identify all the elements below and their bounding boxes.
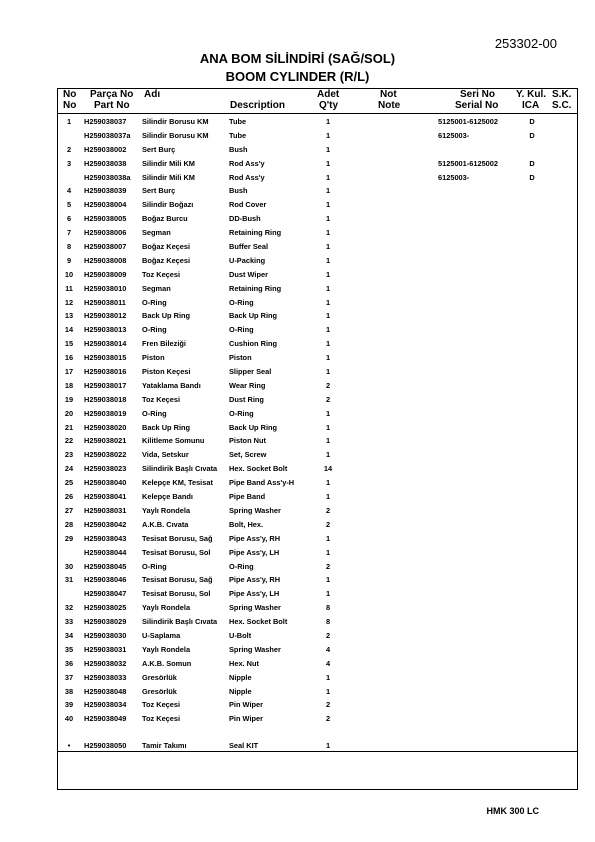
description: Piston Nut <box>229 436 266 446</box>
row-number: 14 <box>64 325 74 335</box>
row-number: 9 <box>66 255 72 265</box>
description: Spring Washer <box>229 603 281 613</box>
row-number: 1 <box>66 117 72 126</box>
part-number: H259038045 <box>84 561 127 571</box>
parts-table <box>57 88 578 790</box>
part-number: H259038043 <box>84 533 127 543</box>
table-row <box>58 338 577 352</box>
table-row <box>58 310 577 324</box>
quantity: 1 <box>325 686 331 696</box>
ica-code: D <box>529 158 535 168</box>
row-number: 24 <box>64 464 74 474</box>
row-number: 26 <box>64 492 74 502</box>
row-number: 19 <box>64 394 74 404</box>
description: Tube <box>229 117 247 126</box>
part-number: H259038009 <box>84 269 127 279</box>
part-number: H259038044 <box>84 547 127 557</box>
description: Rod Ass'y <box>229 158 265 168</box>
quantity: 1 <box>325 242 331 252</box>
part-number: H259038037 <box>84 117 127 126</box>
header-ica-en: ICA <box>522 100 540 111</box>
ica-code: D <box>529 130 535 140</box>
part-number: H259038025 <box>84 603 127 613</box>
name-turkish: O-Ring <box>142 561 167 571</box>
part-number: H259038037a <box>84 130 131 140</box>
quantity: 1 <box>325 353 331 363</box>
row-number: 16 <box>64 353 74 363</box>
name-turkish: Yaylı Rondela <box>142 644 191 654</box>
description: Pipe Ass'y, LH <box>229 547 280 557</box>
name-turkish: Piston <box>142 353 165 363</box>
row-number: 13 <box>64 311 74 321</box>
table-row <box>58 352 577 366</box>
part-number: H259038039 <box>84 186 127 196</box>
quantity: 1 <box>325 130 331 140</box>
name-turkish: Back Up Ring <box>142 311 191 321</box>
serial-range: 5125001-6125002 <box>438 158 499 168</box>
name-turkish: Silindir Mili KM <box>142 158 195 168</box>
part-number: H259038032 <box>84 658 127 668</box>
table-row <box>58 588 577 602</box>
name-turkish: Segman <box>142 283 171 293</box>
name-turkish: Yataklama Bandı <box>142 380 201 390</box>
description: Bolt, Hex. <box>229 519 264 529</box>
row-number: 22 <box>64 436 74 446</box>
quantity: 1 <box>325 297 331 307</box>
part-number: H259038038a <box>84 172 131 182</box>
quantity: 2 <box>325 714 331 724</box>
part-number: H259038022 <box>84 450 127 460</box>
serial-range: 5125001-6125002 <box>438 117 499 126</box>
quantity: 1 <box>325 436 331 446</box>
row-number: 4 <box>66 186 72 196</box>
name-turkish: Boğaz Keçesi <box>142 242 191 252</box>
description: Dust Ring <box>229 394 264 404</box>
row-number: 34 <box>64 630 74 640</box>
header-note: Not <box>380 89 397 100</box>
header-part: Parça No <box>90 89 134 100</box>
description: O-Ring <box>229 297 254 307</box>
quantity: 1 <box>325 408 331 418</box>
quantity: 1 <box>325 269 331 279</box>
table-row <box>58 491 577 505</box>
table-row <box>58 283 577 297</box>
row-number: 20 <box>64 408 74 418</box>
table-row <box>58 435 577 449</box>
header-description: Description <box>230 100 286 111</box>
name-turkish: Yaylı Rondela <box>142 603 191 613</box>
part-number: H259038018 <box>84 394 127 404</box>
part-number: H259038040 <box>84 478 127 488</box>
description: Pin Wiper <box>229 714 264 724</box>
quantity: 1 <box>325 492 331 502</box>
name-turkish: Toz Keçesi <box>142 394 181 404</box>
table-row <box>58 699 577 713</box>
part-number: H259038008 <box>84 255 127 265</box>
table-row <box>58 616 577 630</box>
description: Slipper Seal <box>229 367 272 377</box>
quantity: 1 <box>325 741 331 751</box>
quantity: 2 <box>325 505 331 515</box>
quantity: 8 <box>325 617 331 627</box>
description: Nipple <box>229 686 252 696</box>
table-row <box>58 713 577 727</box>
ica-code: D <box>529 117 535 126</box>
part-number: H259038048 <box>84 686 127 696</box>
table-row <box>58 658 577 672</box>
table-row <box>58 672 577 686</box>
table-row <box>58 213 577 227</box>
header-divider <box>58 113 577 114</box>
row-number: 33 <box>64 617 74 627</box>
description: O-Ring <box>229 408 254 418</box>
part-number: H259038031 <box>84 505 127 515</box>
table-header <box>58 89 577 113</box>
row-number: 32 <box>64 603 74 613</box>
description: Set, Screw <box>229 450 267 460</box>
quantity: 1 <box>325 186 331 196</box>
table-row <box>58 449 577 463</box>
description: Tube <box>229 130 247 140</box>
quantity: 1 <box>325 172 331 182</box>
name-turkish: Tesisat Borusu, Sol <box>142 547 211 557</box>
table-row <box>58 144 577 158</box>
ica-code: D <box>529 172 535 182</box>
header-serial: Seri No <box>460 89 496 100</box>
serial-range: 6125003- <box>438 172 470 182</box>
description: U-Bolt <box>229 630 252 640</box>
table-row <box>58 602 577 616</box>
description: DD-Bush <box>229 214 261 224</box>
name-turkish: O-Ring <box>142 297 167 307</box>
table-row <box>58 644 577 658</box>
description: O-Ring <box>229 325 254 335</box>
description: Rod Ass'y <box>229 172 265 182</box>
description: Spring Washer <box>229 644 281 654</box>
description: Back Up Ring <box>229 311 278 321</box>
part-number: H259038041 <box>84 492 127 502</box>
description: Piston <box>229 353 252 363</box>
quantity: 1 <box>325 325 331 335</box>
name-turkish: Sert Burç <box>142 186 176 196</box>
quantity: 1 <box>325 311 331 321</box>
description: Retaining Ring <box>229 283 282 293</box>
quantity: 2 <box>325 700 331 710</box>
table-row <box>58 630 577 644</box>
part-number: H259038014 <box>84 339 127 349</box>
description: Rod Cover <box>229 200 267 210</box>
part-number: H259038004 <box>84 200 127 210</box>
row-number: 5 <box>66 200 72 210</box>
name-turkish: Piston Keçesi <box>142 367 191 377</box>
row-number: • <box>67 741 71 751</box>
quantity: 1 <box>325 450 331 460</box>
description: Hex. Socket Bolt <box>229 617 288 627</box>
table-row <box>58 686 577 700</box>
header-serial-en: Serial No <box>455 100 499 111</box>
table-row <box>58 227 577 241</box>
header-sc-en: S.C. <box>552 100 572 111</box>
table-row <box>58 477 577 491</box>
header-no: No <box>63 89 77 100</box>
name-turkish: Silindir Mili KM <box>142 172 195 182</box>
name-turkish: Yaylı Rondela <box>142 505 191 515</box>
name-turkish: Toz Keçesi <box>142 714 181 724</box>
row-number: 3 <box>66 158 72 168</box>
quantity: 1 <box>325 367 331 377</box>
part-number: H259038030 <box>84 630 127 640</box>
header-note-en: Note <box>378 100 401 111</box>
document-code: 253302-00 <box>494 36 557 51</box>
part-number: H259038017 <box>84 380 127 390</box>
quantity: 1 <box>325 672 331 682</box>
table-row <box>58 463 577 477</box>
part-number: H259038016 <box>84 367 127 377</box>
quantity: 1 <box>325 214 331 224</box>
quantity: 2 <box>325 630 331 640</box>
table-row <box>58 255 577 269</box>
row-number: 38 <box>64 686 74 696</box>
table-row <box>58 130 577 144</box>
name-turkish: A.K.B. Somun <box>142 658 192 668</box>
row-number: 29 <box>64 533 74 543</box>
table-row <box>58 116 577 130</box>
quantity: 1 <box>325 283 331 293</box>
quantity: 2 <box>325 380 331 390</box>
quantity: 1 <box>325 228 331 238</box>
model-label: HMK 300 LC <box>486 806 539 816</box>
row-number: 23 <box>64 450 74 460</box>
part-number: H259038047 <box>84 589 127 599</box>
part-number: H259038038 <box>84 158 127 168</box>
description: Nipple <box>229 672 252 682</box>
description: U-Packing <box>229 255 266 265</box>
part-number: H259038012 <box>84 311 127 321</box>
table-row <box>58 533 577 547</box>
name-turkish: Fren Bileziği <box>142 339 186 349</box>
quantity: 1 <box>325 589 331 599</box>
description: Retaining Ring <box>229 228 282 238</box>
part-number: H259038042 <box>84 519 127 529</box>
table-row <box>58 422 577 436</box>
part-number: H259038029 <box>84 617 127 627</box>
row-number: 35 <box>64 644 74 654</box>
part-number: H259038011 <box>84 297 126 307</box>
row-number: 28 <box>64 519 74 529</box>
name-turkish: Silindir Borusu KM <box>142 130 209 140</box>
table-row <box>58 505 577 519</box>
table-row <box>58 172 577 186</box>
row-number: 21 <box>64 422 74 432</box>
name-turkish: Boğaz Burcu <box>142 214 188 224</box>
name-turkish: Back Up Ring <box>142 422 191 432</box>
table-row <box>58 199 577 213</box>
quantity: 14 <box>323 464 333 474</box>
table-row <box>58 158 577 172</box>
quantity: 1 <box>325 255 331 265</box>
table-row <box>58 394 577 408</box>
row-number: 31 <box>64 575 74 585</box>
part-number: H259038034 <box>84 700 127 710</box>
name-turkish: Tesisat Borusu, Sol <box>142 589 211 599</box>
description: Pipe Band <box>229 492 266 502</box>
description: Pipe Ass'y, RH <box>229 575 281 585</box>
table-row <box>58 324 577 338</box>
quantity: 1 <box>325 575 331 585</box>
name-turkish: Kelepçe KM, Tesisat <box>142 478 213 488</box>
quantity: 1 <box>325 144 331 154</box>
name-turkish: Gresörlük <box>142 686 177 696</box>
table-row <box>58 269 577 283</box>
part-number: H259038002 <box>84 144 127 154</box>
row-number: 6 <box>66 214 72 224</box>
quantity: 2 <box>325 519 331 529</box>
table-row <box>58 519 577 533</box>
name-turkish: O-Ring <box>142 408 167 418</box>
part-number: H259038023 <box>84 464 127 474</box>
row-number: 15 <box>64 339 74 349</box>
name-turkish: Sert Burç <box>142 144 176 154</box>
header-ica: Y. Kul. <box>516 89 547 100</box>
quantity: 2 <box>325 561 331 571</box>
description: Wear Ring <box>229 380 266 390</box>
row-spacer <box>58 727 577 740</box>
quantity: 4 <box>325 658 331 668</box>
description: Cushion Ring <box>229 339 278 349</box>
name-turkish: Silindirik Başlı Cıvata <box>142 464 218 474</box>
part-number: H259038005 <box>84 214 127 224</box>
part-number: H259038021 <box>84 436 127 446</box>
quantity: 1 <box>325 200 331 210</box>
row-number: 18 <box>64 380 74 390</box>
quantity: 1 <box>325 478 331 488</box>
quantity: 1 <box>325 117 331 126</box>
name-turkish: Tesisat Borusu, Sağ <box>142 575 213 585</box>
serial-range: 6125003- <box>438 130 470 140</box>
name-turkish: Gresörlük <box>142 672 177 682</box>
table-row <box>58 366 577 380</box>
part-number: H259038033 <box>84 672 127 682</box>
name-turkish: Silindirik Başlı Cıvata <box>142 617 218 627</box>
row-number: 25 <box>64 478 74 488</box>
row-number: 8 <box>66 242 72 252</box>
table-row <box>58 380 577 394</box>
row-number: 39 <box>64 700 74 710</box>
description: Hex. Nut <box>229 658 259 668</box>
quantity: 1 <box>325 422 331 432</box>
description: Pin Wiper <box>229 700 264 710</box>
row-number: 40 <box>64 714 74 724</box>
header-part-en: Part No <box>94 100 130 111</box>
part-number: H259038006 <box>84 228 127 238</box>
header-qty: Adet <box>317 89 340 100</box>
table-body <box>58 116 577 754</box>
footer-divider <box>58 751 577 752</box>
table-row <box>58 297 577 311</box>
description: Back Up Ring <box>229 422 278 432</box>
part-number: H259038015 <box>84 353 127 363</box>
part-number: H259038049 <box>84 714 127 724</box>
name-turkish: U-Saplama <box>142 630 181 640</box>
description: Bush <box>229 144 248 154</box>
name-turkish: Tesisat Borusu, Sağ <box>142 533 213 543</box>
table-row <box>58 241 577 255</box>
description: Seal KIT <box>229 741 259 751</box>
description: Pipe Band Ass'y-H <box>229 478 295 488</box>
header-adi: Adı <box>144 89 161 100</box>
name-turkish: Segman <box>142 228 171 238</box>
row-number: 10 <box>64 269 74 279</box>
part-number: H259038013 <box>84 325 127 335</box>
row-number: 37 <box>64 672 74 682</box>
description: Dust Wiper <box>229 269 268 279</box>
quantity: 1 <box>325 339 331 349</box>
name-turkish: Toz Keçesi <box>142 700 181 710</box>
row-number: 7 <box>66 228 72 238</box>
quantity: 1 <box>325 547 331 557</box>
table-row <box>58 185 577 199</box>
header-sc: S.K. <box>552 89 572 100</box>
name-turkish: A.K.B. Cıvata <box>142 519 189 529</box>
name-turkish: Kelepçe Bandı <box>142 492 193 502</box>
name-turkish: Silindir Borusu KM <box>142 117 209 126</box>
table-row <box>58 547 577 561</box>
name-turkish: Tamir Takımı <box>142 741 187 751</box>
description: Pipe Ass'y, RH <box>229 533 281 543</box>
table-row <box>58 561 577 575</box>
part-number: H259038007 <box>84 242 127 252</box>
row-number: 11 <box>65 283 73 293</box>
description: Spring Washer <box>229 505 281 515</box>
name-turkish: O-Ring <box>142 325 167 335</box>
table-row <box>58 408 577 422</box>
part-number: H259038050 <box>84 741 127 751</box>
row-number: 30 <box>64 561 74 571</box>
part-number: H259038046 <box>84 575 127 585</box>
description: Buffer Seal <box>229 242 269 252</box>
row-number: 17 <box>64 367 74 377</box>
description: Hex. Socket Bolt <box>229 464 288 474</box>
description: O-Ring <box>229 561 254 571</box>
name-turkish: Vida, Setskur <box>142 450 189 460</box>
header-qty-en: Q'ty <box>319 100 339 111</box>
row-number: 36 <box>64 658 74 668</box>
page-title-english: BOOM CYLINDER (R/L) <box>225 69 370 84</box>
row-number: 27 <box>64 505 74 515</box>
row-number: 12 <box>64 297 74 307</box>
quantity: 8 <box>325 603 331 613</box>
header-no-en: No <box>63 100 77 111</box>
part-number: H259038020 <box>84 422 127 432</box>
quantity: 1 <box>325 158 331 168</box>
description: Pipe Ass'y, LH <box>229 589 280 599</box>
table-row <box>58 574 577 588</box>
page-title-turkish: ANA BOM SİLİNDİRİ (SAĞ/SOL) <box>199 51 396 66</box>
name-turkish: Kilitleme Somunu <box>142 436 205 446</box>
part-number: H259038019 <box>84 408 127 418</box>
description: Bush <box>229 186 248 196</box>
name-turkish: Boğaz Keçesi <box>142 255 191 265</box>
name-turkish: Silindir Boğazı <box>142 200 194 210</box>
part-number: H259038031 <box>84 644 127 654</box>
name-turkish: Toz Keçesi <box>142 269 181 279</box>
part-number: H259038010 <box>84 283 127 293</box>
quantity: 1 <box>325 533 331 543</box>
quantity: 4 <box>325 644 331 654</box>
quantity: 2 <box>325 394 331 404</box>
row-number: 2 <box>66 144 72 154</box>
